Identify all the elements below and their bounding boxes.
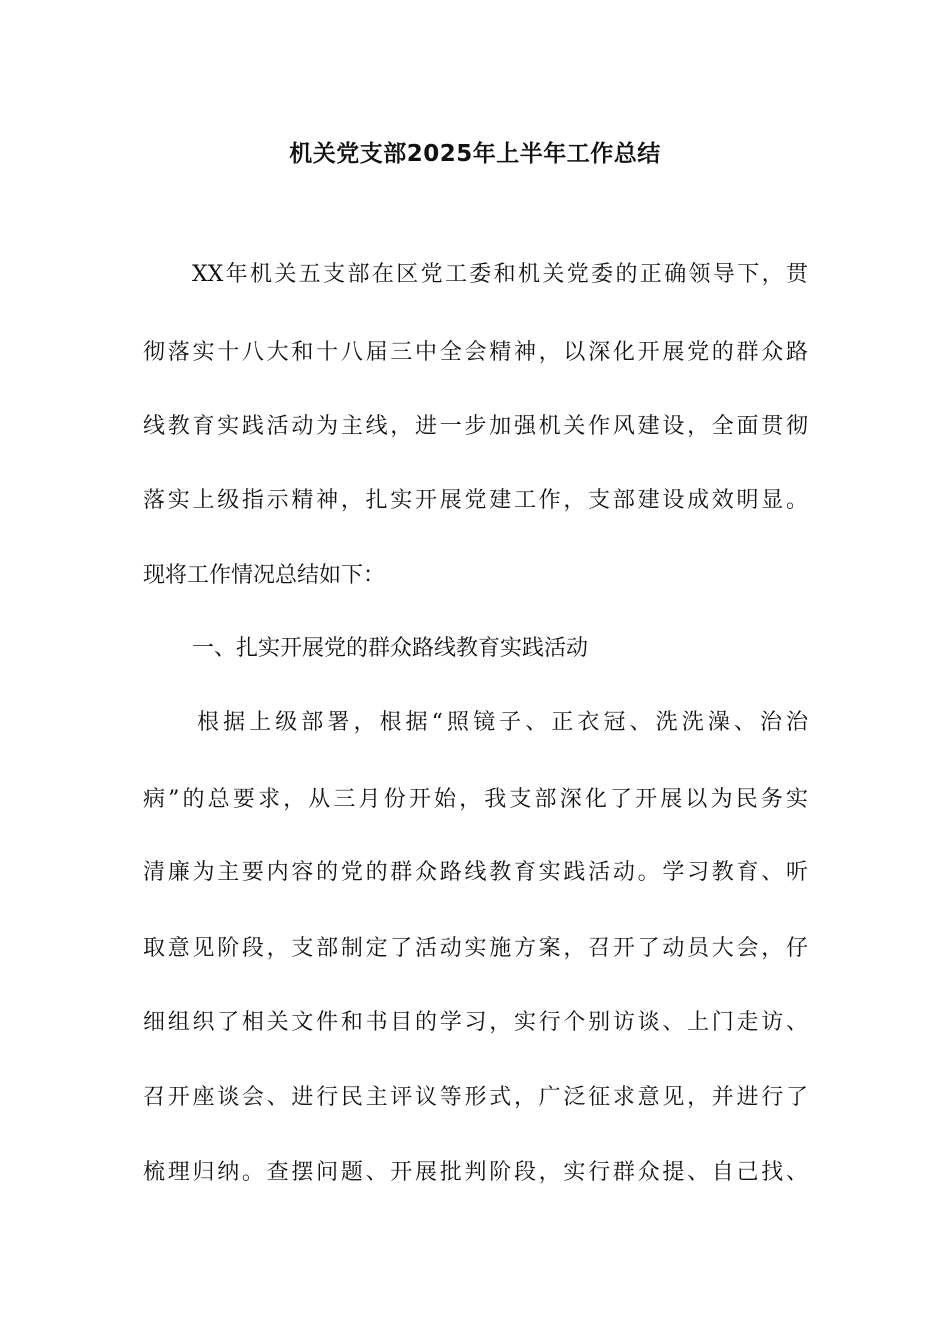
paragraph-line: 召开座谈会、进行民主评议等形式，广泛征求意见，并进行了: [143, 1085, 808, 1110]
paragraph-line: 取意见阶段，支部制定了活动实施方案，召开了动员大会，仔: [143, 936, 808, 961]
paragraph-line: 彻落实十八大和十八届三中全会精神，以深化开展党的群众路: [143, 340, 808, 365]
paragraph-line: 落实上级指示精神，扎实开展党建工作，支部建设成效明显。: [143, 488, 808, 513]
paragraph-line: 病”的总要求，从三月份开始，我支部深化了开展以为民务实: [143, 787, 808, 812]
paragraph-line: 线教育实践活动为主线，进一步加强机关作风建设，全面贯彻: [143, 414, 808, 439]
paragraph-line: 根据上级部署，根据“照镜子、正衣冠、洗洗澡、治治: [197, 710, 808, 735]
section-heading: 一、扎实开展党的群众路线教育实践活动: [192, 636, 589, 661]
paragraph-line: 现将工作情况总结如下：: [143, 563, 386, 588]
paragraph-line: XX年机关五支部在区党工委和机关党委的正确领导下，贯: [192, 262, 808, 287]
document-title: 机关党支部2025年上半年工作总结: [289, 141, 661, 167]
paragraph-line: 清廉为主要内容的党的群众路线教育实践活动。学习教育、听: [143, 860, 808, 885]
paragraph-line: 梳理归纳。查摆问题、开展批判阶段，实行群众提、自己找、: [143, 1160, 808, 1185]
paragraph-line: 细组织了相关文件和书目的学习，实行个别访谈、上门走访、: [143, 1010, 808, 1035]
